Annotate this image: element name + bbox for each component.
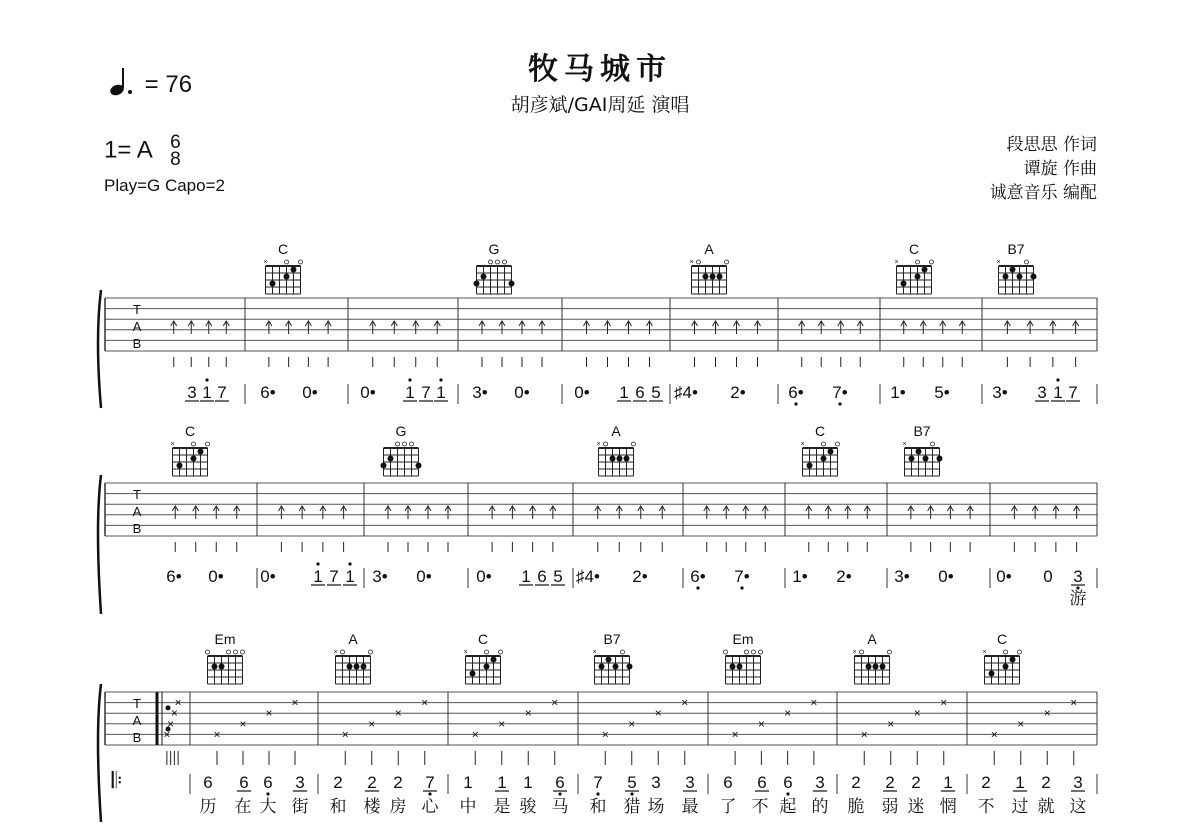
chord-name: C [908, 241, 920, 257]
tab-letter-t: T [133, 302, 141, 317]
jianpu-note: 3• [894, 567, 910, 586]
lyricist-credit: 段思思 作词 [1006, 135, 1097, 155]
jianpu-note: 2 [911, 773, 921, 792]
low-octave-dot [740, 586, 743, 589]
jianpu-note: 2• [836, 567, 852, 586]
jianpu-note: 1 [1015, 773, 1025, 792]
lyric-char: 起 [779, 797, 797, 816]
lyric-char: 脆 [847, 797, 865, 816]
jianpu-note: 2 [851, 773, 861, 792]
lyric-char: 迷 [907, 797, 925, 816]
low-octave-dot [786, 792, 789, 795]
tab-letter-b: B [132, 336, 142, 351]
muted-hit: × [913, 706, 921, 721]
lyric-char: 不 [977, 797, 995, 816]
lyric-char: 街 [291, 797, 309, 816]
lyric-char: 大 [259, 797, 277, 816]
system-brace [98, 475, 101, 614]
jianpu-note: 3 [685, 773, 695, 792]
chord-name: Em [732, 631, 754, 647]
muted-hit: × [167, 716, 175, 731]
jianpu-note: 2 [367, 773, 377, 792]
tab-letter-a: A [132, 319, 142, 334]
jianpu-note: 0• [574, 383, 590, 402]
chord-name: G [488, 241, 500, 257]
chord-name: B7 [1007, 241, 1025, 257]
jianpu-note: 7 [593, 773, 603, 792]
muted-hit: × [291, 695, 299, 710]
jianpu-note: 6 [263, 773, 273, 792]
muted-hit: × [239, 716, 247, 731]
lyric-char: 中 [459, 797, 477, 816]
jianpu-note: 0• [476, 567, 492, 586]
jianpu-note: 0• [360, 383, 376, 402]
lyric-char: 心 [421, 797, 439, 816]
lyric-char: 不 [751, 797, 769, 816]
lyric-char: 马 [551, 797, 569, 816]
jianpu-note: 3 [187, 383, 197, 402]
low-octave-dot [630, 792, 633, 795]
jianpu-note: 0• [416, 567, 432, 586]
lyric-char: 猎 [623, 797, 641, 816]
low-octave-dot [266, 792, 269, 795]
chord-name: C [277, 241, 289, 257]
tab-letter-a: A [132, 713, 142, 728]
chord-name: G [395, 423, 407, 439]
svg-text:×: × [463, 649, 468, 656]
svg-text:×: × [333, 649, 338, 656]
low-octave-dot [696, 586, 699, 589]
jianpu-note: 6• [166, 567, 182, 586]
jianpu-note: 6• [260, 383, 276, 402]
jianpu-note: 3 [651, 773, 661, 792]
low-octave-dot [838, 402, 841, 405]
muted-hit: × [757, 716, 765, 731]
tab-letter-b: B [132, 730, 142, 745]
muted-hit: × [524, 706, 532, 721]
muted-hit: × [731, 727, 739, 742]
jianpu-note: 1 [202, 383, 212, 402]
chord-diagram-c [263, 241, 302, 294]
chord-name: B7 [913, 423, 931, 439]
lyric-char: 房 [389, 797, 407, 816]
chord-diagram-c [894, 241, 933, 294]
chord-name: Em [214, 631, 236, 647]
high-octave-dot [408, 378, 411, 381]
low-octave-dot [596, 792, 599, 795]
jianpu-note: 3• [472, 383, 488, 402]
chord-diagram-g [381, 423, 422, 476]
jianpu-note: 0• [302, 383, 318, 402]
svg-text:×: × [996, 259, 1001, 266]
tempo-equals: = [144, 71, 166, 98]
arranger-credit: 诚意音乐 编配 [989, 183, 1097, 203]
svg-text:×: × [800, 441, 805, 448]
tab-letter-t: T [133, 487, 141, 502]
jianpu-note: 0 [1043, 567, 1053, 586]
jianpu-note: 7 [329, 567, 339, 586]
svg-text:×: × [592, 649, 597, 656]
chord-diagram-c [170, 423, 209, 476]
jianpu-note: 0• [260, 567, 276, 586]
jianpu-note: 1 [521, 567, 531, 586]
muted-hit: × [551, 695, 559, 710]
tab-letter-b: B [132, 521, 142, 536]
tab-letter-a: A [132, 504, 142, 519]
jianpu-note: 5 [651, 383, 661, 402]
chord-diagram-a [852, 631, 891, 684]
chord-name: A [611, 423, 621, 439]
muted-hit: × [213, 727, 221, 742]
svg-text:×: × [689, 259, 694, 266]
low-octave-dot [794, 402, 797, 405]
jianpu-note: 2 [333, 773, 343, 792]
muted-hit: × [940, 695, 948, 710]
lyric-char: 弱 [881, 797, 899, 816]
high-octave-dot [348, 562, 351, 565]
lyric-char: 历 [199, 797, 217, 816]
jianpu-note: 0• [208, 567, 224, 586]
muted-hit: × [174, 695, 182, 710]
jianpu-note: 1 [345, 567, 355, 586]
jianpu-note: 2• [730, 383, 746, 402]
chord-name: B7 [603, 631, 621, 647]
lyric-char: 在 [234, 797, 252, 816]
system-1 [98, 290, 1097, 408]
lyric-char: 这 [1069, 797, 1087, 816]
svg-text:×: × [596, 441, 601, 448]
system-brace [98, 684, 101, 822]
jianpu-note: 6 [723, 773, 733, 792]
low-octave-dot [558, 792, 561, 795]
tab-letter-t: T [133, 696, 141, 711]
jianpu-note: 3 [815, 773, 825, 792]
jianpu-note: 7• [734, 567, 750, 586]
chord-diagram-em [206, 631, 245, 684]
jianpu-note: 6 [635, 383, 645, 402]
muted-hit: × [654, 706, 662, 721]
song-title: 牧马城市 [528, 52, 672, 87]
chord-diagram-c [463, 631, 502, 684]
lyric-char: 的 [811, 797, 829, 816]
jianpu-note: 1 [523, 773, 533, 792]
jianpu-note: 5• [934, 383, 950, 402]
muted-hit: × [163, 727, 171, 742]
jianpu-note: ♯4• [576, 567, 600, 586]
svg-text:×: × [982, 649, 987, 656]
jianpu-note: 5 [627, 773, 637, 792]
muted-hit: × [601, 727, 609, 742]
muted-hit: × [784, 706, 792, 721]
muted-hit: × [170, 706, 178, 721]
jianpu-note: 2 [885, 773, 895, 792]
jianpu-note: 3 [1037, 383, 1047, 402]
jianpu-note: ♯4• [674, 383, 698, 402]
jianpu-note: 6 [203, 773, 213, 792]
muted-hit: × [421, 695, 429, 710]
chord-name: C [814, 423, 826, 439]
lyric-char: 过 [1011, 797, 1029, 816]
jianpu-note: 5 [553, 567, 563, 586]
time-denominator: 8 [170, 149, 181, 170]
high-octave-dot [439, 378, 442, 381]
chord-name: C [996, 631, 1008, 647]
lyric-char: 和 [329, 797, 347, 816]
svg-text:×: × [902, 441, 907, 448]
chord-diagram-b7 [592, 631, 632, 684]
lyric-char: 和 [589, 797, 607, 816]
lyric-char: 游 [1069, 589, 1087, 608]
high-octave-dot [316, 562, 319, 565]
jianpu-note: 6 [239, 773, 249, 792]
play-capo-info: Play=G Capo=2 [104, 176, 225, 195]
muted-hit: × [1043, 706, 1051, 721]
jianpu-note: 7 [1068, 383, 1078, 402]
chord-diagram-c [982, 631, 1021, 684]
system-2 [98, 475, 1097, 614]
jianpu-note: 1 [405, 383, 415, 402]
chord-diagram-a [689, 241, 728, 294]
chord-diagram-b7 [996, 241, 1036, 294]
time-numerator: 6 [170, 132, 181, 153]
tempo-value: 76 [165, 71, 193, 98]
muted-hit: × [860, 727, 868, 742]
jianpu-note: 2 [393, 773, 403, 792]
jianpu-note: 7 [425, 773, 435, 792]
jianpu-note: 2 [1041, 773, 1051, 792]
lyric-char: 最 [681, 797, 699, 816]
muted-hit: × [628, 716, 636, 731]
composer-credit: 谭旋 作曲 [1023, 159, 1097, 179]
high-octave-dot [205, 378, 208, 381]
muted-hit: × [887, 716, 895, 731]
muted-hit: × [681, 695, 689, 710]
jianpu-note: 3 [1073, 567, 1083, 586]
jianpu-repeat-sign: 𝄆 [111, 768, 123, 793]
lyric-char: 了 [719, 797, 737, 816]
jianpu-note: 2 [981, 773, 991, 792]
jianpu-note: 1 [313, 567, 323, 586]
muted-hit: × [1017, 716, 1025, 731]
lyric-char: 楼 [363, 797, 381, 816]
jianpu-note: 1 [463, 773, 473, 792]
chord-diagram-b7 [902, 423, 942, 476]
chord-name: A [348, 631, 358, 647]
muted-hit: × [265, 706, 273, 721]
svg-text:×: × [852, 649, 857, 656]
jianpu-note: 0• [996, 567, 1012, 586]
muted-hit: × [498, 716, 506, 731]
jianpu-note: 6• [788, 383, 804, 402]
jianpu-note: 3• [372, 567, 388, 586]
repeat-dot [166, 705, 171, 710]
lyric-char: 惘 [939, 797, 957, 816]
chord-name: A [704, 241, 714, 257]
jianpu-note: 3 [1073, 773, 1083, 792]
jianpu-note: 3 [295, 773, 305, 792]
jianpu-note: 6 [537, 567, 547, 586]
system-brace [98, 290, 101, 408]
performer-line: 胡彦斌/GAI周延 演唱 [510, 94, 690, 116]
muted-hit: × [810, 695, 818, 710]
chord-name: C [477, 631, 489, 647]
jianpu-note: 7 [421, 383, 431, 402]
jianpu-note: 6• [690, 567, 706, 586]
muted-hit: × [990, 727, 998, 742]
jianpu-note: 3• [992, 383, 1008, 402]
svg-text:×: × [170, 441, 175, 448]
jianpu-note: 6 [783, 773, 793, 792]
chord-diagram-g [474, 241, 515, 294]
jianpu-note: 6 [757, 773, 767, 792]
muted-hit: × [394, 706, 402, 721]
muted-hit: × [471, 727, 479, 742]
jianpu-note: 2• [632, 567, 648, 586]
chord-diagram-c [800, 423, 839, 476]
system-3 [98, 684, 1097, 822]
low-octave-dot [428, 792, 431, 795]
lyric-char: 就 [1037, 797, 1055, 816]
jianpu-note: 1 [943, 773, 953, 792]
key-label: 1= A [104, 136, 152, 164]
chord-name: C [184, 423, 196, 439]
jianpu-note: 1• [890, 383, 906, 402]
muted-hit: × [1070, 695, 1078, 710]
lyric-char: 骏 [519, 797, 537, 816]
jianpu-note: 0• [938, 567, 954, 586]
chord-diagram-em [724, 631, 763, 684]
muted-hit: × [368, 716, 376, 731]
jianpu-note: 1 [619, 383, 629, 402]
chord-diagram-a [333, 631, 372, 684]
lyric-char: 是 [493, 797, 511, 816]
muted-hit: × [341, 727, 349, 742]
lyric-char: 场 [647, 797, 665, 816]
svg-text:×: × [263, 259, 268, 266]
jianpu-note: 1 [436, 383, 446, 402]
high-octave-dot [1056, 378, 1059, 381]
jianpu-note: 0• [514, 383, 530, 402]
jianpu-note: 1• [792, 567, 808, 586]
chord-name: A [867, 631, 877, 647]
jianpu-note: 7 [217, 383, 227, 402]
jianpu-note: 7• [832, 383, 848, 402]
jianpu-note: 6 [555, 773, 565, 792]
jianpu-note: 1 [1053, 383, 1063, 402]
svg-text:×: × [894, 259, 899, 266]
chord-diagram-a [596, 423, 635, 476]
jianpu-note: 1 [497, 773, 507, 792]
